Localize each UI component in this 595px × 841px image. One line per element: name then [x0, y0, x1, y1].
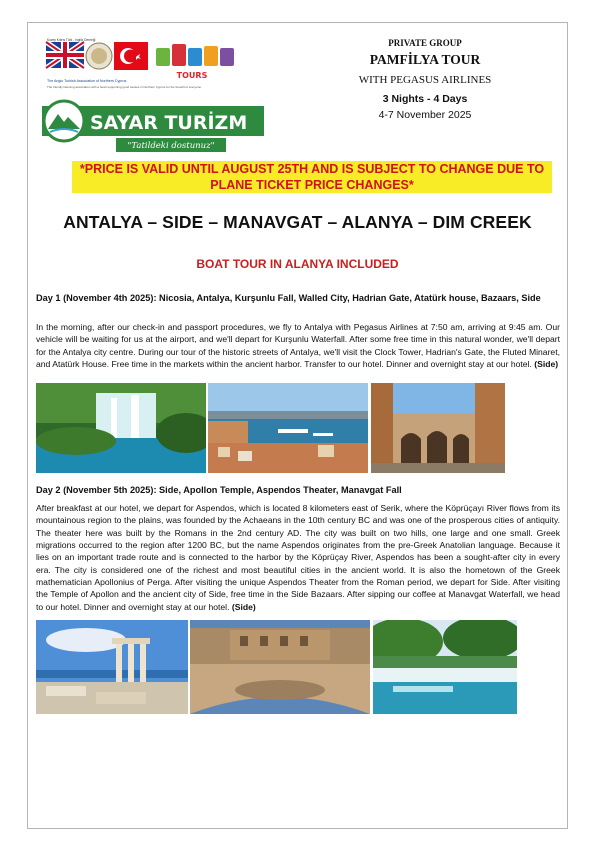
association-tagline: The Anglo Turkish Association of Northern Cyprus [47, 79, 127, 83]
sayar-turizm-logo [38, 98, 270, 156]
airline: WITH PEGASUS AIRLINES [358, 74, 492, 86]
day1-description [36, 321, 560, 370]
day1-stay: (Side) [534, 359, 559, 370]
association-logo-text: Kuzey Kıbrıs Türk - İngiliz Derneği [47, 38, 96, 42]
manavgat-waterfall-photo [373, 620, 517, 714]
association-motto: The friendly listening association with a heart supporting good causes in Northern Cyprus for the benefit of everyone [47, 85, 202, 89]
day2-description [36, 502, 560, 613]
price-notice-line2: PLANE TICKET PRICE CHANGES* [210, 178, 414, 192]
tour-duration: 3 Nights - 4 Days [382, 93, 468, 105]
boat-tour-notice: BOAT TOUR IN ALANYA INCLUDED [196, 257, 399, 271]
day2-text: After breakfast at our hotel, we depart for Aspendos, which is located 8 kilometers east of Serik, where the Köprüçayı River flows from its mountainous region to the plains, was founded by the Achaeans in the 10th century BC and was one of the prosperous cities of antiquity. The theater here was built by the Romans in the 2nd century AD. The city was built on two hills, one large and one small. Greek migrations occurred to the region after 1200 BC, but the name Aspendos originates from the pre-Greek Anatolian language. Because it lies on an important trade route and is connected to the harbor by the Köprüçay River, Aspendos has been a sought-after city in every era. The city is considered one of the richest and most beautiful cities in the ancient world. It is also the hometown of the Greek mathematician Apollonius of Perga. After visiting the unique Aspendos Theater from the Roman period, we depart for Side. After visiting the Temple of Apollon and the ancient city of Side, free time in the Side Bazaars. After sipping our coffee at Manavgat Waterfall, we head to our hotel. Dinner and overnight stay at our hotel. [36, 503, 560, 612]
day1-text: In the morning, after our check-in and passport procedures, we fly to Antalya with Pegasus Airlines at 7:50 am, arriving at 9:45 am. Our vehicle will be waiting for us at the airport, and we'll depart for Kurşunlu Waterfall. After some free time in this natural wonder, we'll depart for the Antalya city centre. During our tour of the historic streets of Antalya, we'll visit the Clock Tower, Hadrian's Gate, the Fluted Minaret, and Atatürk House. Free time in the markets within the ancient harbor. Transfer to our hotel. Dinner and overnight stay at our hotel. [36, 322, 560, 370]
day1-heading: Day 1 (November 4th 2025): Nicosia, Antalya, Kurşunlu Fall, Walled City, Hadrian Gate, Atatürk house, Bazaars, Side [36, 293, 541, 303]
tours-logo-text: TOURS [176, 71, 208, 80]
day2-heading: Day 2 (November 5th 2025): Side, Apollon Temple, Aspendos Theater, Manavgat Fall [36, 485, 402, 495]
company-slogan: "Tatildeki dostunuz" [127, 141, 215, 151]
apollon-temple-photo [36, 620, 188, 714]
price-notice [72, 161, 552, 193]
day2-stay: (Side) [231, 601, 256, 612]
hadrian-gate-photo [371, 383, 505, 473]
company-name: SAYAR TURİZM [90, 112, 248, 134]
price-notice-line1: *PRICE IS VALID UNTIL AUGUST 25TH AND IS SUBJECT TO CHANGE DUE TO [79, 162, 545, 176]
aspendos-theater-photo [190, 620, 370, 714]
antalya-harbor-photo [208, 383, 368, 473]
association-tours-logo [44, 38, 244, 94]
group-label: PRIVATE GROUP [388, 38, 462, 48]
tour-name: PAMFİLYA TOUR [369, 52, 481, 67]
tour-dates: 4-7 November 2025 [378, 109, 472, 121]
waterfall-photo [36, 383, 206, 473]
route-title: ANTALYA – SIDE – MANAVGAT – ALANYA – DIM CREEK [63, 212, 532, 232]
